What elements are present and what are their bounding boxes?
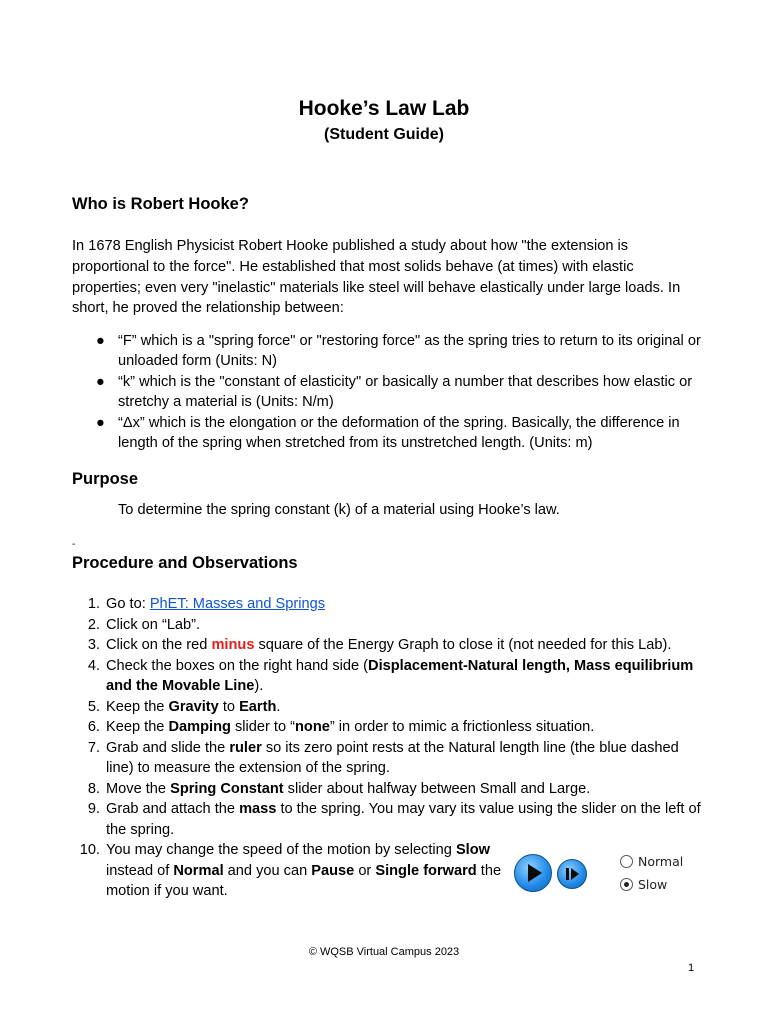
step-7: 7. Grab and slide the ruler so its zero point rests at the Natural length line (the blue dashed line) to measure the extension of the spring.	[87, 739, 679, 776]
footer-copyright: © WQSB Virtual Campus 2023	[308, 946, 460, 958]
stray-dash: -	[72, 539, 76, 550]
who-bullet-list	[72, 331, 712, 453]
step-3: 3. Click on the red minus square of the Energy Graph to close it (not needed for this Lab).	[87, 637, 672, 653]
step-9: 9. Grab and attach the mass to the spring. You may vary its value using the slider on the left of the spring.	[87, 801, 701, 838]
radio-normal[interactable]: Normal	[620, 854, 683, 869]
phet-link[interactable]: PhET: Masses and Springs	[149, 596, 326, 612]
step-forward-button[interactable]	[557, 859, 587, 889]
list-item: ● “F” which is a "spring force" or "restoring force" as the spring tries to return to its original or unloaded form (Units: N)	[96, 333, 701, 370]
step-1: 1. Go to: PhET: Masses and Springs	[87, 596, 326, 612]
speed-controls-image	[512, 850, 702, 900]
radio-slow-icon	[620, 878, 633, 891]
step-6: 6. Keep the Damping slider to “none” in order to mimic a frictionless situation.	[87, 719, 595, 735]
bullet-icon: ●	[96, 414, 105, 431]
bullet-icon: ●	[96, 373, 105, 390]
page-subtitle: (Student Guide)	[324, 126, 444, 143]
who-paragraph: In 1678 English Physicist Robert Hooke published a study about how "the extension is proportional to the force". He established that most solids behave (at times) with elastic properties; even very "inelastic" materials like steel will behave elastically under large loads. In short, he proved the relationship between:	[72, 238, 681, 317]
step-forward-icon	[558, 860, 586, 888]
step-8: 8. Move the Spring Constant slider about halfway between Small and Large.	[87, 780, 591, 797]
radio-slow[interactable]: Slow	[620, 877, 667, 892]
list-item: ● “Δx” which is the elongation or the deformation of the spring. Basically, the difference in length of the spring when stretched from its unstretched length. (Units: m)	[96, 414, 680, 452]
purpose-heading: Purpose	[72, 470, 139, 488]
page-number: 1	[688, 962, 695, 974]
procedure-heading: Procedure and Observations	[72, 554, 298, 572]
step-2: 2. Click on “Lab”.	[87, 616, 201, 633]
play-icon	[515, 855, 551, 891]
bullet-icon: ●	[96, 333, 105, 349]
play-button[interactable]	[514, 854, 552, 892]
step-5: 5. Keep the Gravity to Earth.	[87, 698, 281, 715]
radio-normal-icon	[620, 855, 633, 868]
step-4: 4. Check the boxes on the right hand side (Displacement-Natural length, Mass equilibrium and the Movable Line).	[87, 657, 694, 694]
who-heading: Who is Robert Hooke?	[72, 195, 249, 213]
step-10: 10. You may change the speed of the motion by selecting Slow instead of Normal and you can Pause or Single forward the motion if you want.	[79, 842, 502, 899]
purpose-text: To determine the spring constant (k) of a material using Hooke’s law.	[118, 502, 560, 518]
list-item: ● “k” which is the "constant of elasticity" or basically a number that describes how elastic or stretchy a material is (Units: N/m)	[96, 373, 693, 411]
page-title: Hooke’s Law Lab	[298, 97, 470, 120]
